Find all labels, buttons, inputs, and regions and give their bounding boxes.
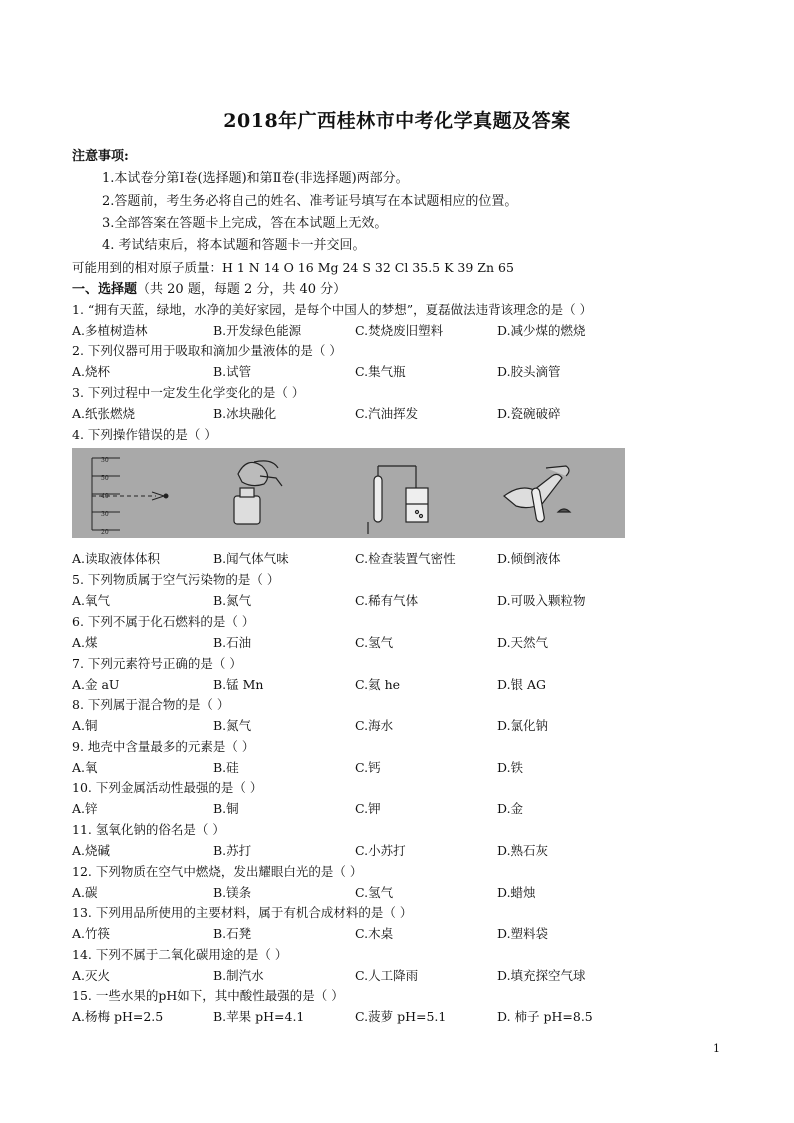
question-8-stem: 8. 下列属于混合物的是（ ） — [72, 697, 230, 712]
question-8-option-a: A.铜 — [72, 718, 98, 733]
question-13-option-d: D.塑料袋 — [497, 926, 549, 941]
question-14-option-b: B.制汽水 — [213, 968, 264, 983]
notice-item-1: 1.本试卷分第Ⅰ卷(选择题)和第Ⅱ卷(非选择题)两部分。 — [102, 171, 409, 186]
question-12-stem: 12. 下列物质在空气中燃烧，发出耀眼白光的是（ ） — [72, 864, 363, 879]
question-2-option-a: A.烧杯 — [72, 364, 111, 379]
question-3-option-a: A.纸张燃烧 — [72, 406, 136, 421]
question-5-option-b: B.氮气 — [213, 593, 252, 608]
question-4-option-d: D.倾倒液体 — [497, 551, 561, 566]
question-5-option-d: D.可吸入颗粒物 — [497, 593, 586, 608]
question-3-option-b: B.冰块融化 — [213, 406, 277, 421]
question-14-option-c: C.人工降雨 — [355, 968, 419, 983]
lab-operations-illustration — [72, 448, 625, 538]
section-label: 一、选择题 — [72, 282, 138, 297]
question-6-stem: 6. 下列不属于化石燃料的是（ ） — [72, 614, 255, 629]
question-12-option-c: C.氢气 — [355, 885, 394, 900]
question-8-option-b: B.氮气 — [213, 718, 252, 733]
question-12-option-d: D.蜡烛 — [497, 885, 536, 900]
question-7-stem: 7. 下列元素符号正确的是（ ） — [72, 656, 242, 671]
question-9-option-a: A.氧 — [72, 760, 98, 775]
lab-operations-figure — [72, 448, 625, 538]
cylinder-tick: 30 — [101, 511, 109, 518]
notice-heading: 注意事项: — [72, 149, 129, 164]
question-7-option-d: D.银 AG — [497, 677, 547, 692]
question-7-option-a: A.金 aU — [72, 677, 120, 692]
question-15-option-c: C.菠萝 pH=5.1 — [355, 1009, 447, 1024]
section-heading — [72, 278, 346, 297]
notice-item-4: 4. 考试结束后，将本试题和答题卡一并交回。 — [102, 238, 366, 253]
question-10-option-a: A.锌 — [72, 801, 98, 816]
question-6-option-c: C.氢气 — [355, 635, 394, 650]
atomic-masses: 可能用到的相对原子质量：H 1 N 14 O 16 Mg 24 S 32 Cl 35.5 K 39 Zn 65 — [72, 260, 514, 275]
question-9-option-b: B.硅 — [213, 760, 239, 775]
question-14-option-d: D.填充探空气球 — [497, 968, 586, 983]
question-6-option-d: D.天然气 — [497, 635, 549, 650]
notice-item-3: 3.全部答案在答题卡上完成，答在本试题上无效。 — [102, 216, 388, 231]
question-15-stem: 15. 一些水果的pH如下，其中酸性最强的是（ ） — [72, 988, 344, 1003]
question-13-stem: 13. 下列用品所使用的主要材料，属于有机合成材料的是（ ） — [72, 905, 413, 920]
question-11-stem: 11. 氢氧化钠的俗名是（ ） — [72, 822, 225, 837]
cylinder-tick: 40 — [101, 493, 109, 500]
question-11-option-a: A.烧碱 — [72, 843, 111, 858]
question-12-option-a: A.碳 — [72, 885, 98, 900]
question-15-option-b: B.苹果 pH=4.1 — [213, 1009, 305, 1024]
question-6-option-a: A.煤 — [72, 635, 98, 650]
gas-bottle-smelling-icon — [234, 461, 282, 524]
question-11-option-c: C.小苏打 — [355, 843, 406, 858]
question-5-option-c: C.稀有气体 — [355, 593, 419, 608]
cylinder-tick: 30 — [101, 457, 109, 464]
question-8-option-c: C.海水 — [355, 718, 394, 733]
question-1-stem: 1. “拥有天蓝，绿地，水净的美好家园，是每个中国人的梦想”，夏磊做法违背该理念的是（ ） — [72, 302, 593, 317]
question-9-option-d: D.铁 — [497, 760, 524, 775]
question-10-option-b: B.铜 — [213, 801, 239, 816]
question-3-option-c: C.汽油挥发 — [355, 406, 419, 421]
airtightness-apparatus-icon — [368, 466, 428, 534]
section-note: （共 20 题，每题 2 分，共 40 分） — [137, 282, 347, 297]
question-15-option-d: D. 柿子 pH=8.5 — [497, 1009, 593, 1024]
question-7-option-b: B.锰 Mn — [213, 677, 264, 692]
question-6-option-b: B.石油 — [213, 635, 252, 650]
question-13-option-c: C.木桌 — [355, 926, 394, 941]
question-10-stem: 10. 下列金属活动性最强的是（ ） — [72, 780, 263, 795]
question-13-option-b: B.石凳 — [213, 926, 252, 941]
question-9-option-c: C.钙 — [355, 760, 381, 775]
question-12-option-b: B.镁条 — [213, 885, 252, 900]
cylinder-tick: 20 — [101, 529, 109, 536]
cylinder-tick: 50 — [101, 475, 109, 482]
question-2-stem: 2. 下列仪器可用于吸取和滴加少量液体的是（ ） — [72, 343, 342, 358]
page-title: 2018年广西桂林市中考化学真题及答案 — [223, 110, 571, 132]
question-5-stem: 5. 下列物质属于空气污染物的是（ ） — [72, 572, 280, 587]
question-1-option-a: A.多植树造林 — [72, 323, 148, 338]
question-1-option-d: D.减少煤的燃烧 — [497, 323, 586, 338]
question-5-option-a: A.氧气 — [72, 593, 111, 608]
question-11-option-b: B.苏打 — [213, 843, 252, 858]
question-4-option-a: A.读取液体体积 — [72, 551, 161, 566]
question-14-option-a: A.灭火 — [72, 968, 111, 983]
notice-item-2: 2.答题前，考生务必将自己的姓名、准考证号填写在本试题相应的位置。 — [102, 194, 518, 209]
pouring-liquid-icon — [504, 466, 570, 522]
question-10-option-c: C.钾 — [355, 801, 381, 816]
question-4-stem: 4. 下列操作错误的是（ ） — [72, 427, 217, 442]
question-7-option-c: C.氦 he — [355, 677, 401, 692]
question-9-stem: 9. 地壳中含量最多的元素是（ ） — [72, 739, 255, 754]
question-11-option-d: D.熟石灰 — [497, 843, 549, 858]
question-10-option-d: D.金 — [497, 801, 524, 816]
question-1-option-c: C.焚烧废旧塑料 — [355, 323, 444, 338]
page-number: 1 — [713, 1042, 720, 1055]
question-1-option-b: B.开发绿色能源 — [213, 323, 302, 338]
question-4-option-c: C.检查装置气密性 — [355, 551, 456, 566]
question-8-option-d: D.氯化钠 — [497, 718, 549, 733]
question-2-option-b: B.试管 — [213, 364, 252, 379]
question-2-option-c: C.集气瓶 — [355, 364, 406, 379]
question-13-option-a: A.竹筷 — [72, 926, 111, 941]
question-4-option-b: B.闻气体气味 — [213, 551, 289, 566]
question-15-option-a: A.杨梅 pH=2.5 — [72, 1009, 164, 1024]
question-3-option-d: D.瓷碗破碎 — [497, 406, 561, 421]
question-14-stem: 14. 下列不属于二氧化碳用途的是（ ） — [72, 947, 288, 962]
question-3-stem: 3. 下列过程中一定发生化学变化的是（ ） — [72, 385, 305, 400]
question-2-option-d: D.胶头滴管 — [497, 364, 561, 379]
